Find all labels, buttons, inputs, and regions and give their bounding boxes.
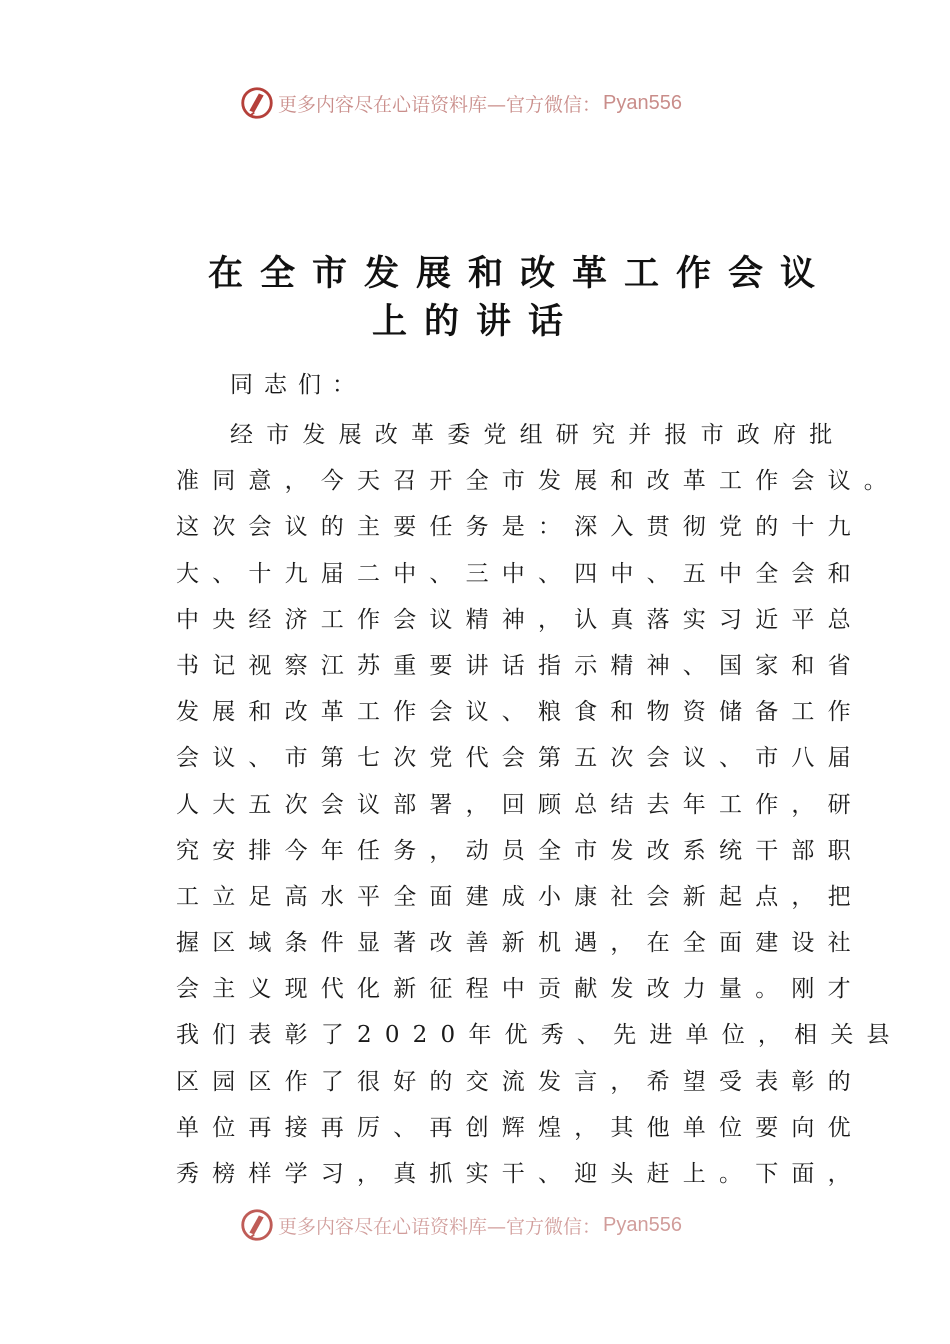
body-line: 握区域条件显著改善新机遇，在全面建设社 — [176, 930, 864, 957]
body-line: 书记视察江苏重要讲话指示精神、国家和省 — [176, 652, 864, 679]
body-paragraph — [176, 412, 903, 1197]
document-title-line-2: 上的讲话 — [372, 302, 581, 342]
body-line: 会主义现代化新征程中贡献发改力量。刚才 — [176, 976, 864, 1003]
watermark-text: 更多内容尽在心语资料库—官方微信： — [278, 93, 602, 116]
document-title-line-1: 在全市发展和改革工作会议 — [208, 254, 833, 294]
watermark-wechat-id: Pyan556 — [603, 1213, 682, 1236]
body-line: 秀榜样学习，真抓实干、迎头赶上。下面， — [176, 1161, 864, 1187]
logo-icon — [238, 84, 276, 122]
body-line: 究安排今年任务，动员全市发改系统干部职 — [176, 837, 864, 864]
body-line: 经市发展改革委党组研究并报市政府批 — [230, 422, 846, 448]
watermark-footer — [238, 1206, 682, 1244]
body-line: 区园区作了很好的交流发言，希望受表彰的 — [176, 1068, 864, 1095]
body-line: 发展和改革工作会议、粮食和物资储备工作 — [176, 699, 864, 726]
body-line: 准同意，今天召开全市发展和改革工作会议。 — [176, 468, 900, 495]
watermark-header — [238, 84, 682, 122]
salutation: 同志们： — [230, 372, 366, 398]
body-line: 工立足高水平全面建成小康社会新起点，把 — [176, 883, 864, 910]
body-line: 会议、市第七次党代会第五次会议、市八届 — [176, 745, 864, 772]
body-line: 中央经济工作会议精神，认真落实习近平总 — [176, 606, 864, 633]
watermark-wechat-id: Pyan556 — [603, 91, 682, 114]
body-line: 大、十九届二中、三中、四中、五中全会和 — [176, 560, 864, 587]
body-line: 这次会议的主要任务是：深入贯彻党的十九 — [176, 514, 864, 541]
body-line: 单位再接再厉、再创辉煌，其他单位要向优 — [176, 1114, 864, 1141]
body-line: 我们表彰了2020年优秀、先进单位，相关县 — [176, 1022, 903, 1049]
logo-icon — [238, 1206, 276, 1244]
watermark-text: 更多内容尽在心语资料库—官方微信： — [278, 1215, 602, 1238]
body-line: 人大五次会议部署，回顾总结去年工作，研 — [176, 791, 864, 818]
